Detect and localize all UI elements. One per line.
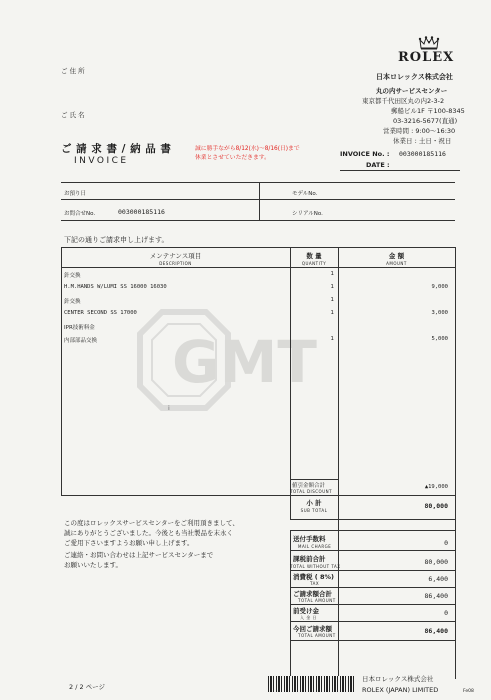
- discount-label-en: TOTAL DISCOUNT: [290, 489, 333, 494]
- amount-header: 金 額: [388, 252, 405, 260]
- model-no-label: モデルNo.: [292, 191, 318, 197]
- holiday-notice-line2: 休業とさせていただきます。: [195, 155, 270, 161]
- description-header: メンテナンス項目: [149, 252, 202, 260]
- quantity-header-en: QUANTITY: [301, 261, 327, 266]
- row-amount: 3,000: [431, 310, 448, 316]
- totals-rule: [290, 550, 456, 551]
- discount-value: ▲19,000: [424, 484, 448, 490]
- table-header-rule: [61, 267, 456, 268]
- row-amount: 5,000: [431, 336, 448, 342]
- form-code: Fe08: [463, 689, 474, 694]
- row-amount: 9,000: [431, 284, 448, 290]
- rolex-crown-icon: [418, 36, 440, 50]
- totals-rule: [290, 604, 456, 605]
- invoice-no-label: INVOICE No. :: [340, 150, 390, 158]
- footer-company-jp: 日本ロレックス株式会社: [362, 675, 434, 683]
- subtotal-label-en: SUB TOTAL: [300, 508, 328, 513]
- address-label: ご 住 所: [61, 67, 85, 75]
- totals-label-en: TOTAL AMOUNT: [298, 633, 336, 638]
- row-description: 内部部品交換: [64, 338, 98, 344]
- row-quantity: 1: [330, 271, 334, 277]
- inquiry-no: 003000185116: [118, 208, 165, 216]
- totals-value: 86,400: [424, 627, 448, 635]
- totals-rule: [290, 570, 456, 571]
- totals-value: 80,000: [424, 558, 448, 566]
- date-label: DATE :: [366, 161, 390, 169]
- invoice-title-jp: ご 請 求 書 / 納 品 書: [61, 143, 172, 155]
- info-top-rule: [61, 182, 455, 183]
- row-description: 針交換: [64, 299, 81, 305]
- row-description: 針交換: [64, 273, 81, 279]
- building: 郵船ビル1F 〒100-8345: [391, 107, 465, 115]
- totals-label: 今回ご請求額: [293, 625, 332, 633]
- info-bottom-rule: [61, 220, 455, 221]
- discount-label: 値引金額合計: [292, 483, 326, 489]
- row-quantity: 1: [330, 310, 334, 316]
- holiday-notice-line1: 誠に勝手ながら8/12(水)～8/16(日)まで: [195, 146, 300, 152]
- row-description: IPR技術料金: [64, 325, 95, 331]
- name-label: ご 氏 名: [61, 111, 85, 119]
- table-left-rule: [61, 247, 62, 495]
- hours: 営業時間 : 9:00～16:30: [383, 127, 456, 135]
- totals-label: 消費税 ( 8%): [293, 573, 335, 581]
- phone: 03-3216-5677(直通): [393, 117, 458, 125]
- subtotal-value: 80,000: [424, 502, 448, 510]
- brand-logo: ROLEX: [398, 50, 455, 65]
- totals-label-en: TAX: [310, 581, 320, 586]
- totals-value: 6,400: [428, 575, 448, 583]
- invoice-title-en: INVOICE: [74, 156, 129, 166]
- table-top-rule: [61, 247, 456, 248]
- totals-value: 0: [444, 609, 448, 617]
- table-amount-rule: [338, 247, 339, 679]
- footer-company-en: ROLEX (JAPAN) LIMITED: [362, 686, 439, 694]
- closed-days: 休業日 : 土日・祝日: [393, 137, 452, 145]
- invoice-no: 003000185116: [399, 150, 446, 158]
- totals-label-en: TOTAL AMOUNT: [298, 598, 336, 603]
- row-description: H.M.HANDS W/LUMI SS 16000 16030: [64, 284, 167, 290]
- stray-mark: i: [168, 404, 170, 412]
- totals-value: 0: [444, 539, 448, 547]
- page-number: 2 / 2 ページ: [69, 683, 106, 691]
- row-description: CENTER SECOND SS 17000: [64, 310, 137, 316]
- header-rule: [340, 170, 460, 171]
- info-divider: [259, 182, 260, 220]
- quantity-header: 数 量: [306, 252, 322, 260]
- message-line: お願いいたします。: [64, 561, 122, 569]
- message-line: ご連絡・お問い合わせは上記サービスセンターまで: [64, 551, 214, 559]
- totals-label-en: 入 金 日: [300, 615, 318, 620]
- received-date-label: お預り日: [64, 191, 87, 197]
- watermark-text: GMT: [172, 328, 317, 396]
- address: 東京都千代田区丸の内2-3-2: [362, 97, 445, 105]
- company-name: 日本ロレックス株式会社: [376, 73, 453, 81]
- totals-label-en: MAIL CHARGE: [298, 544, 332, 549]
- totals-value: 86,400: [424, 592, 448, 600]
- row-quantity: 1: [330, 284, 334, 290]
- message-line: 誠にありがとうございました。今後とも当社製品を末永く: [64, 529, 233, 537]
- amount-header-en: AMOUNT: [386, 261, 407, 266]
- subtotal-label: 小 計: [306, 499, 322, 507]
- totals-label: ご請求額合計: [293, 590, 332, 598]
- totals-rule: [290, 621, 456, 622]
- description-header-en: DESCRIPTION: [159, 261, 192, 266]
- subtotal-top-rule: [61, 495, 456, 496]
- inquiry-no-label: お問合せNo.: [64, 211, 96, 217]
- totals-label: 前受け金: [293, 607, 319, 615]
- barcode-icon: [268, 676, 354, 692]
- totals-top-rule: [290, 530, 456, 531]
- totals-label: 課税前合計: [293, 555, 326, 563]
- totals-label: 送付手数料: [293, 535, 326, 543]
- service-center: 丸の内サービスセンター: [376, 87, 448, 95]
- subtotal-bottom-rule: [290, 519, 456, 520]
- message-line: ご愛用下さいますようお願い申し上げます。: [64, 539, 194, 547]
- message-line: この度はロレックスサービスセンターをご利用頂きまして、: [64, 519, 239, 527]
- discount-top-rule: [290, 479, 338, 480]
- serial-no-label: シリアルNo.: [292, 211, 323, 217]
- info-mid-rule: [61, 199, 455, 200]
- totals-rule: [290, 587, 456, 588]
- table-right-rule: [455, 247, 456, 679]
- totals-bottom-rule: [290, 640, 456, 641]
- row-quantity: 1: [330, 336, 334, 342]
- intro-text: 下記の通りご請求申し上げます。: [64, 236, 169, 244]
- row-quantity: 1: [330, 297, 334, 303]
- totals-label-en: TOTAL WITHOUT TAX: [290, 564, 341, 569]
